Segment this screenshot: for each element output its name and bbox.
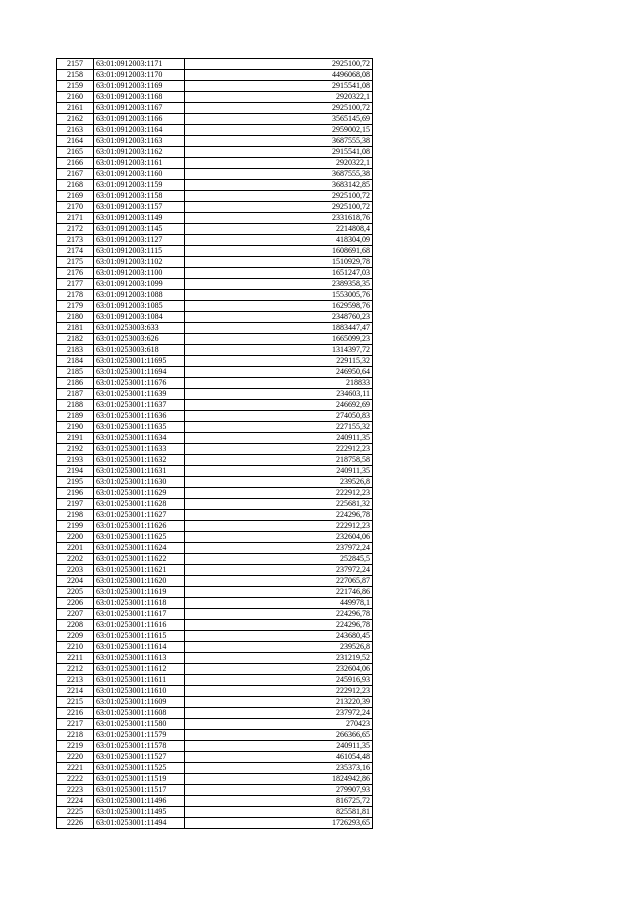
row-number-cell: 2179 (57, 301, 94, 312)
row-number-cell: 2224 (57, 796, 94, 807)
cadastral-number-cell: 63:01:0253001:11629 (94, 488, 185, 499)
table-row (57, 334, 373, 345)
row-number-cell: 2201 (57, 543, 94, 554)
table-row (57, 169, 373, 180)
row-number-cell: 2226 (57, 818, 94, 829)
row-number-cell: 2162 (57, 114, 94, 125)
value-cell: 2925100,72 (185, 59, 373, 70)
value-cell: 225681,32 (185, 499, 373, 510)
value-cell: 213220,39 (185, 697, 373, 708)
table-row (57, 356, 373, 367)
cadastral-number-cell: 63:01:0912003:1167 (94, 103, 185, 114)
value-cell: 270423 (185, 719, 373, 730)
value-cell: 266366,65 (185, 730, 373, 741)
row-number-cell: 2207 (57, 609, 94, 620)
table-row (57, 444, 373, 455)
table-row (57, 158, 373, 169)
cadastral-number-cell: 63:01:0253001:11611 (94, 675, 185, 686)
table-row (57, 81, 373, 92)
value-cell: 2389358,35 (185, 279, 373, 290)
row-number-cell: 2208 (57, 620, 94, 631)
row-number-cell: 2220 (57, 752, 94, 763)
value-cell: 240911,35 (185, 433, 373, 444)
row-number-cell: 2161 (57, 103, 94, 114)
table-row (57, 774, 373, 785)
row-number-cell: 2167 (57, 169, 94, 180)
row-number-cell: 2168 (57, 180, 94, 191)
row-number-cell: 2163 (57, 125, 94, 136)
table-row (57, 312, 373, 323)
value-cell: 234603,11 (185, 389, 373, 400)
table-row (57, 400, 373, 411)
cadastral-number-cell: 63:01:0253003:626 (94, 334, 185, 345)
value-cell: 246950,64 (185, 367, 373, 378)
table-row (57, 719, 373, 730)
cadastral-number-cell: 63:01:0253001:11627 (94, 510, 185, 521)
value-cell: 1824942,86 (185, 774, 373, 785)
value-cell: 1726293,65 (185, 818, 373, 829)
row-number-cell: 2209 (57, 631, 94, 642)
row-number-cell: 2174 (57, 246, 94, 257)
cadastral-number-cell: 63:01:0253001:11632 (94, 455, 185, 466)
row-number-cell: 2160 (57, 92, 94, 103)
table-row (57, 70, 373, 81)
value-cell: 222912,23 (185, 521, 373, 532)
cadastral-number-cell: 63:01:0253001:11610 (94, 686, 185, 697)
cadastral-number-cell: 63:01:0253001:11525 (94, 763, 185, 774)
cadastral-number-cell: 63:01:0912003:1159 (94, 180, 185, 191)
value-cell: 418304,09 (185, 235, 373, 246)
row-number-cell: 2185 (57, 367, 94, 378)
row-number-cell: 2223 (57, 785, 94, 796)
cadastral-number-cell: 63:01:0253003:633 (94, 323, 185, 334)
row-number-cell: 2204 (57, 576, 94, 587)
row-number-cell: 2210 (57, 642, 94, 653)
table-row (57, 532, 373, 543)
table-row (57, 235, 373, 246)
cadastral-number-cell: 63:01:0912003:1170 (94, 70, 185, 81)
table-body (57, 59, 373, 829)
value-cell: 2920322,1 (185, 92, 373, 103)
value-cell: 224296,78 (185, 620, 373, 631)
table-row (57, 136, 373, 147)
row-number-cell: 2192 (57, 444, 94, 455)
table-row (57, 664, 373, 675)
table-row (57, 763, 373, 774)
table-row (57, 224, 373, 235)
cadastral-number-cell: 63:01:0253001:11612 (94, 664, 185, 675)
value-cell: 221746,86 (185, 587, 373, 598)
value-cell: 245916,93 (185, 675, 373, 686)
table-row (57, 499, 373, 510)
row-number-cell: 2215 (57, 697, 94, 708)
row-number-cell: 2173 (57, 235, 94, 246)
table-row (57, 686, 373, 697)
cadastral-number-cell: 63:01:0253001:11496 (94, 796, 185, 807)
cadastral-number-cell: 63:01:0253001:11578 (94, 741, 185, 752)
row-number-cell: 2157 (57, 59, 94, 70)
row-number-cell: 2188 (57, 400, 94, 411)
cadastral-number-cell: 63:01:0253001:11527 (94, 752, 185, 763)
table-row (57, 367, 373, 378)
value-cell: 231219,52 (185, 653, 373, 664)
value-cell: 218833 (185, 378, 373, 389)
cadastral-number-cell: 63:01:0253001:11625 (94, 532, 185, 543)
row-number-cell: 2212 (57, 664, 94, 675)
row-number-cell: 2164 (57, 136, 94, 147)
cadastral-number-cell: 63:01:0253001:11614 (94, 642, 185, 653)
value-cell: 1314397,72 (185, 345, 373, 356)
table-row (57, 422, 373, 433)
cadastral-number-cell: 63:01:0253001:11608 (94, 708, 185, 719)
cadastral-number-cell: 63:01:0912003:1162 (94, 147, 185, 158)
cadastral-number-cell: 63:01:0253001:11619 (94, 587, 185, 598)
value-cell: 1883447,47 (185, 323, 373, 334)
table-row (57, 609, 373, 620)
table-row (57, 455, 373, 466)
value-cell: 1665099,23 (185, 334, 373, 345)
value-cell: 279907,93 (185, 785, 373, 796)
cadastral-number-cell: 63:01:0912003:1163 (94, 136, 185, 147)
value-cell: 240911,35 (185, 466, 373, 477)
cadastral-number-cell: 63:01:0253001:11613 (94, 653, 185, 664)
value-cell: 3683142,85 (185, 180, 373, 191)
table-row (57, 59, 373, 70)
value-cell: 222912,23 (185, 686, 373, 697)
value-cell: 224296,78 (185, 510, 373, 521)
cadastral-number-cell: 63:01:0253001:11626 (94, 521, 185, 532)
value-cell: 243680,45 (185, 631, 373, 642)
cadastral-number-cell: 63:01:0912003:1158 (94, 191, 185, 202)
table-row (57, 114, 373, 125)
table-row (57, 301, 373, 312)
cadastral-number-cell: 63:01:0912003:1127 (94, 235, 185, 246)
value-cell: 1553005,76 (185, 290, 373, 301)
row-number-cell: 2221 (57, 763, 94, 774)
value-cell: 237972,24 (185, 565, 373, 576)
row-number-cell: 2216 (57, 708, 94, 719)
cadastral-number-cell: 63:01:0253001:11634 (94, 433, 185, 444)
value-cell: 239526,8 (185, 477, 373, 488)
row-number-cell: 2191 (57, 433, 94, 444)
cadastral-number-cell: 63:01:0253001:11495 (94, 807, 185, 818)
cadastral-number-cell: 63:01:0912003:1164 (94, 125, 185, 136)
table-row (57, 433, 373, 444)
value-cell: 2915541,08 (185, 147, 373, 158)
cadastral-number-cell: 63:01:0912003:1166 (94, 114, 185, 125)
value-cell: 252845,5 (185, 554, 373, 565)
row-number-cell: 2225 (57, 807, 94, 818)
table-row (57, 389, 373, 400)
row-number-cell: 2186 (57, 378, 94, 389)
value-cell: 227155,32 (185, 422, 373, 433)
value-cell: 3565145,69 (185, 114, 373, 125)
row-number-cell: 2214 (57, 686, 94, 697)
row-number-cell: 2190 (57, 422, 94, 433)
value-cell: 2214808,4 (185, 224, 373, 235)
data-table (56, 58, 373, 829)
cadastral-number-cell: 63:01:0253001:11517 (94, 785, 185, 796)
cadastral-number-cell: 63:01:0912003:1168 (94, 92, 185, 103)
cadastral-number-cell: 63:01:0253001:11519 (94, 774, 185, 785)
value-cell: 1629598,76 (185, 301, 373, 312)
row-number-cell: 2218 (57, 730, 94, 741)
table-row (57, 807, 373, 818)
row-number-cell: 2206 (57, 598, 94, 609)
table-row (57, 92, 373, 103)
value-cell: 1510929,78 (185, 257, 373, 268)
value-cell: 2925100,72 (185, 202, 373, 213)
table-row (57, 653, 373, 664)
cadastral-number-cell: 63:01:0912003:1088 (94, 290, 185, 301)
row-number-cell: 2181 (57, 323, 94, 334)
cadastral-number-cell: 63:01:0253001:11609 (94, 697, 185, 708)
table-row (57, 510, 373, 521)
cadastral-number-cell: 63:01:0253001:11639 (94, 389, 185, 400)
value-cell: 237972,24 (185, 543, 373, 554)
table-row (57, 345, 373, 356)
row-number-cell: 2176 (57, 268, 94, 279)
cadastral-number-cell: 63:01:0912003:1099 (94, 279, 185, 290)
row-number-cell: 2199 (57, 521, 94, 532)
table-row (57, 752, 373, 763)
value-cell: 232604,06 (185, 532, 373, 543)
cadastral-number-cell: 63:01:0253001:11694 (94, 367, 185, 378)
row-number-cell: 2158 (57, 70, 94, 81)
table-row (57, 323, 373, 334)
cadastral-number-cell: 63:01:0912003:1149 (94, 213, 185, 224)
cadastral-number-cell: 63:01:0253001:11580 (94, 719, 185, 730)
cadastral-number-cell: 63:01:0912003:1115 (94, 246, 185, 257)
row-number-cell: 2205 (57, 587, 94, 598)
row-number-cell: 2171 (57, 213, 94, 224)
cadastral-number-cell: 63:01:0253001:11621 (94, 565, 185, 576)
row-number-cell: 2189 (57, 411, 94, 422)
cadastral-number-cell: 63:01:0912003:1157 (94, 202, 185, 213)
table-row (57, 268, 373, 279)
value-cell: 825581,81 (185, 807, 373, 818)
table-row (57, 708, 373, 719)
row-number-cell: 2217 (57, 719, 94, 730)
table-row (57, 785, 373, 796)
cadastral-number-cell: 63:01:0253003:618 (94, 345, 185, 356)
table-row (57, 730, 373, 741)
value-cell: 2925100,72 (185, 103, 373, 114)
row-number-cell: 2203 (57, 565, 94, 576)
cadastral-number-cell: 63:01:0253001:11624 (94, 543, 185, 554)
cadastral-number-cell: 63:01:0253001:11622 (94, 554, 185, 565)
value-cell: 2925100,72 (185, 191, 373, 202)
row-number-cell: 2172 (57, 224, 94, 235)
table-row (57, 202, 373, 213)
row-number-cell: 2195 (57, 477, 94, 488)
table-row (57, 554, 373, 565)
value-cell: 2348760,23 (185, 312, 373, 323)
row-number-cell: 2169 (57, 191, 94, 202)
table-row (57, 103, 373, 114)
cadastral-number-cell: 63:01:0253001:11618 (94, 598, 185, 609)
cadastral-number-cell: 63:01:0253001:11617 (94, 609, 185, 620)
row-number-cell: 2159 (57, 81, 94, 92)
cadastral-number-cell: 63:01:0253001:11636 (94, 411, 185, 422)
value-cell: 461054,48 (185, 752, 373, 763)
row-number-cell: 2166 (57, 158, 94, 169)
value-cell: 240911,35 (185, 741, 373, 752)
table-row (57, 477, 373, 488)
table-row (57, 180, 373, 191)
cadastral-number-cell: 63:01:0253001:11628 (94, 499, 185, 510)
cadastral-number-cell: 63:01:0912003:1171 (94, 59, 185, 70)
table-row (57, 521, 373, 532)
cadastral-number-cell: 63:01:0912003:1145 (94, 224, 185, 235)
cadastral-number-cell: 63:01:0912003:1160 (94, 169, 185, 180)
row-number-cell: 2177 (57, 279, 94, 290)
row-number-cell: 2222 (57, 774, 94, 785)
table-row (57, 620, 373, 631)
table-row (57, 543, 373, 554)
table-row (57, 598, 373, 609)
cadastral-number-cell: 63:01:0253001:11616 (94, 620, 185, 631)
value-cell: 246692,69 (185, 400, 373, 411)
cadastral-number-cell: 63:01:0253001:11695 (94, 356, 185, 367)
value-cell: 3687555,38 (185, 169, 373, 180)
table-row (57, 818, 373, 829)
table-row (57, 587, 373, 598)
row-number-cell: 2197 (57, 499, 94, 510)
value-cell: 224296,78 (185, 609, 373, 620)
row-number-cell: 2170 (57, 202, 94, 213)
cadastral-number-cell: 63:01:0253001:11620 (94, 576, 185, 587)
cadastral-number-cell: 63:01:0253001:11494 (94, 818, 185, 829)
row-number-cell: 2165 (57, 147, 94, 158)
table-row (57, 576, 373, 587)
value-cell: 274050,83 (185, 411, 373, 422)
table-row (57, 741, 373, 752)
value-cell: 2331618,76 (185, 213, 373, 224)
row-number-cell: 2178 (57, 290, 94, 301)
row-number-cell: 2200 (57, 532, 94, 543)
row-number-cell: 2202 (57, 554, 94, 565)
cadastral-number-cell: 63:01:0253001:11635 (94, 422, 185, 433)
row-number-cell: 2211 (57, 653, 94, 664)
table-row (57, 147, 373, 158)
value-cell: 222912,23 (185, 444, 373, 455)
value-cell: 239526,8 (185, 642, 373, 653)
table-row (57, 675, 373, 686)
value-cell: 4496068,08 (185, 70, 373, 81)
value-cell: 2959002,15 (185, 125, 373, 136)
row-number-cell: 2182 (57, 334, 94, 345)
table-row (57, 697, 373, 708)
table-row (57, 191, 373, 202)
table-row (57, 125, 373, 136)
value-cell: 218758,58 (185, 455, 373, 466)
table-row (57, 631, 373, 642)
table-row (57, 257, 373, 268)
row-number-cell: 2198 (57, 510, 94, 521)
cadastral-number-cell: 63:01:0253001:11630 (94, 477, 185, 488)
cadastral-number-cell: 63:01:0253001:11631 (94, 466, 185, 477)
table-row (57, 213, 373, 224)
value-cell: 816725,72 (185, 796, 373, 807)
cadastral-number-cell: 63:01:0912003:1100 (94, 268, 185, 279)
value-cell: 222912,23 (185, 488, 373, 499)
cadastral-number-cell: 63:01:0253001:11633 (94, 444, 185, 455)
cadastral-number-cell: 63:01:0253001:11637 (94, 400, 185, 411)
value-cell: 227065,87 (185, 576, 373, 587)
cadastral-number-cell: 63:01:0912003:1169 (94, 81, 185, 92)
value-cell: 232604,06 (185, 664, 373, 675)
table-row (57, 378, 373, 389)
row-number-cell: 2180 (57, 312, 94, 323)
row-number-cell: 2194 (57, 466, 94, 477)
row-number-cell: 2175 (57, 257, 94, 268)
value-cell: 2915541,08 (185, 81, 373, 92)
value-cell: 229115,32 (185, 356, 373, 367)
row-number-cell: 2193 (57, 455, 94, 466)
cadastral-number-cell: 63:01:0253001:11579 (94, 730, 185, 741)
value-cell: 1608691,68 (185, 246, 373, 257)
table-row (57, 279, 373, 290)
value-cell: 237972,24 (185, 708, 373, 719)
row-number-cell: 2184 (57, 356, 94, 367)
cadastral-number-cell: 63:01:0912003:1084 (94, 312, 185, 323)
cadastral-number-cell: 63:01:0253001:11615 (94, 631, 185, 642)
table-row (57, 565, 373, 576)
table-row (57, 796, 373, 807)
cadastral-number-cell: 63:01:0912003:1161 (94, 158, 185, 169)
value-cell: 1651247,03 (185, 268, 373, 279)
row-number-cell: 2196 (57, 488, 94, 499)
row-number-cell: 2183 (57, 345, 94, 356)
table-row (57, 246, 373, 257)
table-row (57, 411, 373, 422)
table-row (57, 466, 373, 477)
table-row (57, 642, 373, 653)
value-cell: 235373,16 (185, 763, 373, 774)
cadastral-number-cell: 63:01:0912003:1102 (94, 257, 185, 268)
value-cell: 449978,1 (185, 598, 373, 609)
value-cell: 2920322,1 (185, 158, 373, 169)
cadastral-number-cell: 63:01:0253001:11676 (94, 378, 185, 389)
row-number-cell: 2219 (57, 741, 94, 752)
row-number-cell: 2187 (57, 389, 94, 400)
value-cell: 3687555,38 (185, 136, 373, 147)
table-row (57, 290, 373, 301)
row-number-cell: 2213 (57, 675, 94, 686)
table-row (57, 488, 373, 499)
cadastral-number-cell: 63:01:0912003:1085 (94, 301, 185, 312)
